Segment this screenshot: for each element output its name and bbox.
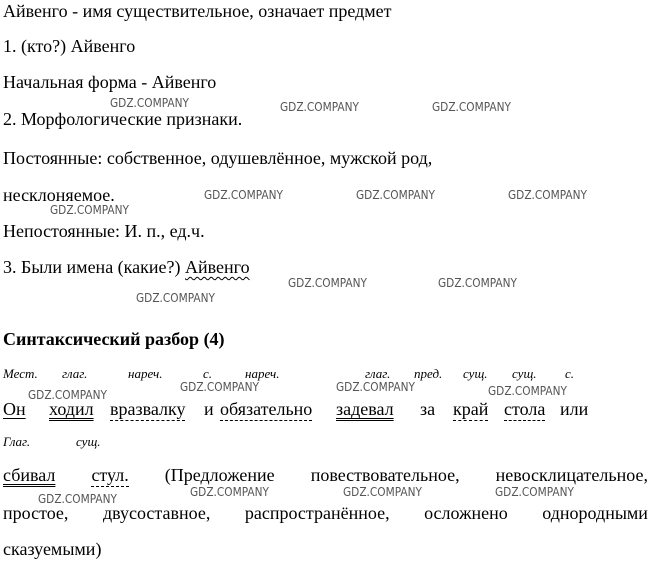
watermark: GDZ.COMPANY: [280, 100, 359, 114]
sentence-word: стола: [504, 399, 546, 419]
sentence-word: сбивал: [3, 465, 56, 485]
section-heading: Синтаксический разбор (4): [3, 329, 225, 349]
pos-label: нареч.: [128, 366, 163, 381]
sentence-line-2: [3, 464, 648, 487]
watermark: GDZ.COMPANY: [110, 96, 189, 110]
pos-label: Глаг.: [3, 434, 31, 449]
line-5: Постоянные: собственное, одушевлённое, мужской род,: [3, 148, 433, 168]
line-1: Айвенго - имя существительное, означает предмет: [3, 1, 392, 21]
watermark: GDZ.COMPANY: [438, 276, 517, 290]
pos-label: сущ.: [76, 434, 101, 449]
pos-label: сущ.: [463, 366, 488, 381]
watermark: GDZ.COMPANY: [432, 100, 511, 114]
line-6: несклоняемое.: [3, 185, 115, 205]
watermark: GDZ.COMPANY: [356, 188, 435, 202]
sentence-word: распространённое,: [244, 503, 390, 523]
sentence-word: однородными: [542, 503, 648, 523]
line-3: Начальная форма - Айвенго: [3, 72, 217, 92]
watermark: GDZ.COMPANY: [38, 492, 117, 506]
sentence-line-4: сказуемыми): [3, 539, 102, 559]
sentence-word: Он: [3, 399, 26, 419]
sentence-word: вразвалку: [110, 399, 186, 419]
watermark: GDZ.COMPANY: [136, 291, 215, 305]
watermark: GDZ.COMPANY: [508, 188, 587, 202]
sentence-word: и: [204, 399, 214, 419]
pos-label: глаг.: [62, 366, 88, 381]
pos-label: с.: [565, 366, 575, 381]
sentence-word: задевал: [336, 399, 394, 419]
watermark: GDZ.COMPANY: [190, 485, 269, 499]
line-8: [3, 256, 250, 278]
watermark: GDZ.COMPANY: [495, 485, 574, 499]
sentence-word: край: [453, 399, 489, 419]
watermark: GDZ.COMPANY: [336, 380, 415, 394]
watermark: GDZ.COMPANY: [288, 276, 367, 290]
line-4: 2. Морфологические признаки.: [3, 109, 243, 129]
pos-label: нареч.: [245, 366, 280, 381]
sentence-word: простое,: [3, 503, 69, 523]
sentence-word: невосклицательное,: [495, 465, 648, 485]
sentence-word: ходил: [49, 399, 94, 419]
line-7: Непостоянные: И. п., ед.ч.: [3, 221, 205, 241]
line-8-word: Айвенго: [185, 257, 250, 277]
watermark: GDZ.COMPANY: [50, 203, 129, 217]
sentence-word: двусоставное,: [102, 503, 211, 523]
watermark: GDZ.COMPANY: [488, 384, 567, 398]
watermark: GDZ.COMPANY: [343, 485, 422, 499]
watermark: GDZ.COMPANY: [180, 380, 259, 394]
watermark: GDZ.COMPANY: [28, 388, 107, 402]
sentence-word: стул.: [91, 465, 129, 485]
line-2: 1. (кто?) Айвенго: [3, 36, 136, 56]
line-8-prefix: 3. Были имена (какие?): [3, 257, 185, 277]
pos-label: глаг.: [365, 366, 391, 381]
sentence-word: обязательно: [220, 399, 313, 419]
pos-label: сущ.: [512, 366, 537, 381]
pos-label: Мест.: [3, 366, 38, 381]
sentence-word: повествовательное,: [310, 465, 460, 485]
sentence-word: (Предложение: [164, 465, 275, 485]
pos-label: с.: [203, 366, 213, 381]
watermark: GDZ.COMPANY: [204, 188, 283, 202]
sentence-word: за: [420, 399, 436, 419]
sentence-word: или: [560, 399, 589, 419]
pos-label: пред.: [414, 366, 443, 381]
sentence-word: осложнено: [424, 503, 508, 523]
